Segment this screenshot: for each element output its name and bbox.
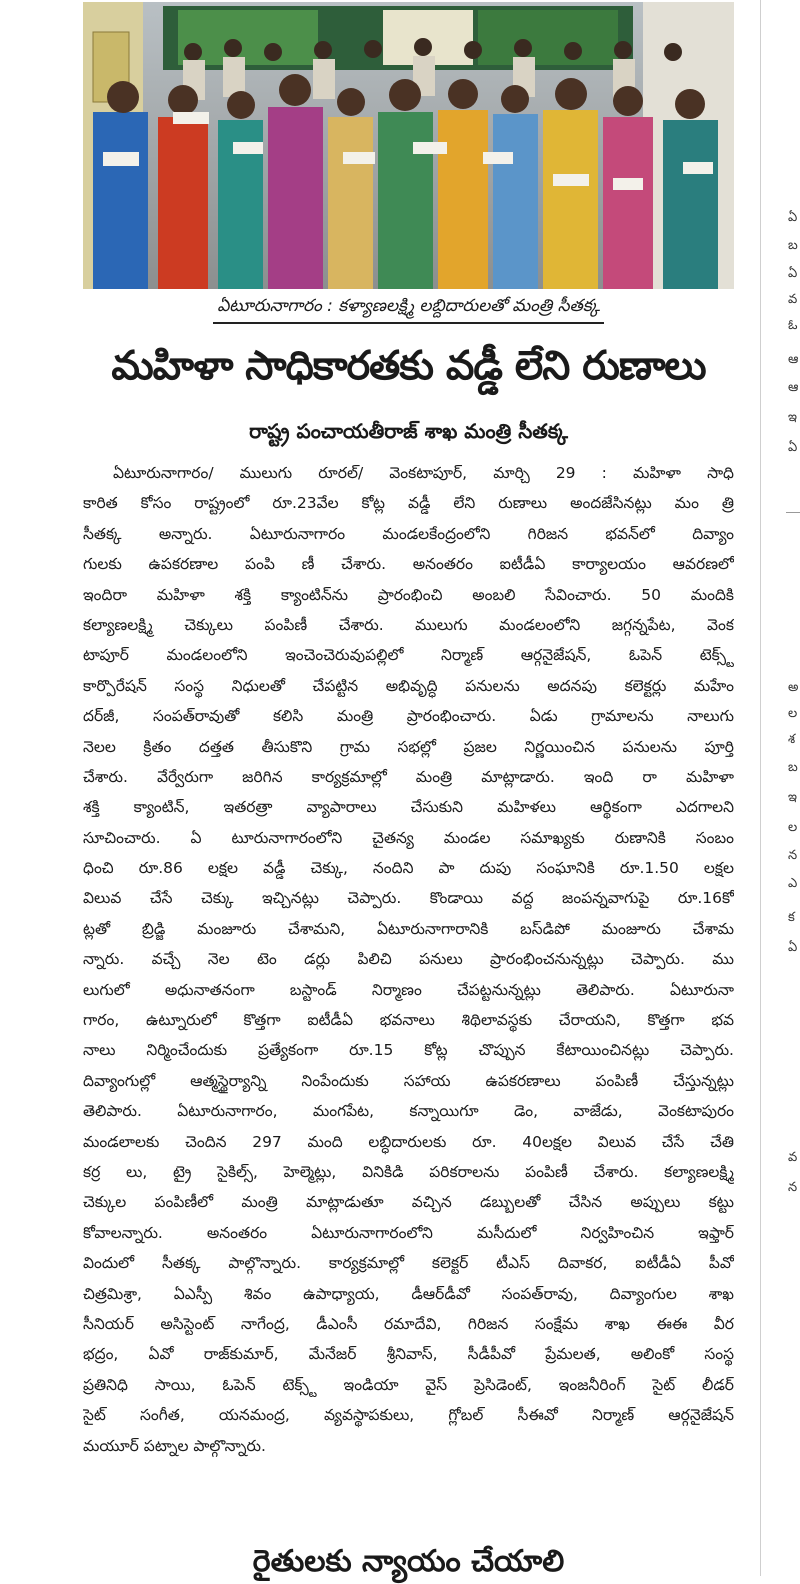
article-line: విలువ చేసే చెక్కు ఇచ్చినట్లు చెప్పారు. కొండాయి వద్ద జంపన్నవాగుపై రూ.16కో xyxy=(83,889,734,908)
article-line: కారిత కోసం రాష్ట్రంలో రూ.23వేల కోట్ల వడ్డీ లేని రుణాలు అందజేసినట్లు మం త్రి xyxy=(83,494,734,513)
article-line: సీనియర్ అసిస్టెంట్ నాగేంద్ర, డీఎంసీ రమాదేవి, గిరిజన సంక్షేమ శాఖ ఈఈ వీర xyxy=(83,1314,734,1333)
article-line: మండలాలకు చెందిన 297 మంది లబ్ధిదారులకు రూ. 40లక్షల విలువ చేసే చేతి xyxy=(83,1132,734,1151)
side-column-glyph: ఓ xyxy=(788,318,798,333)
side-column-glyph: ఆ xyxy=(788,380,799,395)
side-column-glyph: ఇ xyxy=(788,790,797,805)
article-line: టాపూర్ మండలంలోని ఇంచెంచెరువుపల్లిలో నిర్మాణ్ ఆర్గనైజేషన్, ఓపెన్ టెక్స్ట్ xyxy=(83,646,734,665)
article-subheadline: రాష్ట్ర పంచాయతీరాజ్ శాఖ మంత్రి సీతక్క xyxy=(249,419,568,443)
side-column-glyph: వ xyxy=(788,292,798,307)
photo-caption: ఏటూరునాగారం : కళ్యాణలక్ష్మి లబ్దిదారులతో మంత్రి సీతక్క xyxy=(213,296,604,324)
article-line: గులకు ఉపకరణాల పంపి ణీ చేశారు. అనంతరం ఐటీడీఏ కార్యాలయం ఆవరణలో xyxy=(83,555,734,574)
article-line: గారం, ఉట్నూరులో కొత్తగా ఐటీడీఏ భవనాలు శిథిలావస్థకు చేరాయని, కొత్తగా భవ xyxy=(83,1011,734,1030)
article-line: కోవాలన్నారు. అనంతరం ఏటూరునాగారంలోని మసీదులో నిర్వహించిన ఇఫ్తార్ xyxy=(83,1223,734,1242)
side-column-glyph: ఎ xyxy=(788,876,798,891)
article-line: న్నారు. వచ్చే నెల టెం డర్లు పిలిచి పనులు ప్రారంభించనున్నట్లు చెప్పారు. ము xyxy=(83,950,734,969)
side-column-glyph: వ xyxy=(788,1150,798,1165)
article-line: నాలు నిర్మించేందుకు ప్రత్యేకంగా రూ.15 కోట్ల చొప్పున కేటాయించినట్లు చెప్పారు. xyxy=(83,1041,734,1060)
side-column-glyph: అ xyxy=(788,680,799,695)
article-headline: మహిళా సాధికారతకు వడ్డీ లేని రుణాలు xyxy=(111,343,706,389)
article-line: భద్రం, ఏవో రాజ్‌కుమార్, మేనేజర్ శ్రీనివాస్, సీడీపీవో ప్రేమలత, అలింకో సంస్థ xyxy=(83,1345,734,1364)
side-column-glyph: న xyxy=(788,1180,798,1195)
side-column-glyph: ఏ xyxy=(788,940,798,955)
article-line: లుగులో అధునాతనంగా బస్టాండ్ నిర్మాణం చేపట్టనున్నట్లు తెలిపారు. ఏటూరునా xyxy=(83,980,734,999)
article-line: దివ్యాంగుల్లో ఆత్మస్థైర్యాన్ని నింపేందుకు సహాయ ఉపకరణాలు పంపిణీ చేస్తున్నట్లు xyxy=(83,1071,734,1090)
article-line: సూచించారు. ఏ టూరునాగారంలోని చైతన్య మండల సమాఖ్యకు రుణానికి సంబం xyxy=(83,828,734,847)
article-line: ధించి రూ.86 లక్షల వడ్డీ చెక్కు, నందిని పా దుపు సంఘానికి రూ.1.50 లక్షల xyxy=(83,859,734,878)
article-line: సీతక్క అన్నారు. ఏటూరునాగారం మండలకేంద్రంలోని గిరిజన భవన్‌లో దివ్యాం xyxy=(83,524,734,543)
article-line: కల్యాణలక్ష్మి చెక్కులు పంపిణీ చేశారు. ములుగు మండలంలోని జగ్గన్నపేట, వెంక xyxy=(83,615,734,634)
article-line: సైట్ సంగీత, యనమంద్ర, వ్యవస్థాపకులు, గ్లోబల్ సీఈవో నిర్మాణ్ ఆర్గనైజేషన్ xyxy=(83,1406,734,1425)
article-line: కార్పొరేషన్ సంస్థ నిధులతో చేపట్టిన అభివృద్ధి పనులను అదనపు కలెక్టర్లు మహేం xyxy=(83,676,734,695)
side-column-glyph: బ xyxy=(788,760,798,775)
photo-caption-wrapper xyxy=(83,296,734,324)
article-line: మయూర్ పట్నాల పాల్గొన్నారు. xyxy=(83,1436,266,1455)
article-line: తెలిపారు. ఏటూరునాగారం, మంగపేట, కన్నాయిగూ డెం, వాజేడు, వెంకటాపురం xyxy=(83,1102,734,1121)
side-column-glyph: ఇ xyxy=(788,410,797,425)
side-column-glyph: ల xyxy=(788,820,798,835)
news-photo xyxy=(83,2,734,289)
article-line: చెక్కుల పంపిణీలో మంత్రి మాట్లాడుతూ వచ్చిన డబ్బులతో చేసిన అప్పులు కట్టు xyxy=(83,1193,734,1212)
article-line: ప్రతినిధి సాయి, ఓపెన్ టెక్స్ట్ ఇండియా వైస్ ప్రెసిడెంట్, ఇంజనీరింగ్ సైట్ లీడర్ xyxy=(83,1375,734,1394)
article-line: విందులో సీతక్క పాల్గొన్నారు. కార్యక్రమాల్లో కలెక్టర్ టీఎస్ దివాకర, ఐటీడీఏ పీవో xyxy=(83,1254,734,1273)
side-column-glyph: శ xyxy=(788,732,796,747)
side-column-glyph: బ xyxy=(788,238,798,253)
article-line: ట్లతో బ్రిడ్జి మంజూరు చేశామని, ఏటూరునాగారానికి బస్‌డిపో మంజూరు చేశామ xyxy=(83,919,734,938)
article-line: చేశారు. వేర్వేరుగా జరిగిన కార్యక్రమాల్లో మంత్రి మాట్లాడారు. ఇంది రా మహిళా xyxy=(83,767,734,786)
column-divider xyxy=(760,0,761,1576)
side-column-glyph: క xyxy=(788,910,795,925)
article-line: నెలల క్రితం దత్తత తీసుకొని గ్రామ సభల్లో ప్రజల నిర్ణయించిన పనులను పూర్తి xyxy=(83,737,734,756)
next-article-headline: రైతులకు న్యాయం చేయాలి xyxy=(252,1544,565,1579)
side-column-glyph: ఏ xyxy=(788,210,798,225)
article-body xyxy=(83,458,734,1461)
article-line: ఏటూరునాగారం/ ములుగు రూరల్/ వెంకటాపూర్, మార్చి 29 : మహిళా సాధి xyxy=(113,464,734,482)
article-line: కర్ర లు, ట్రై సైకిల్స్, హెల్మెట్లు, వినికిడి పరికరాలను పంపిణీ చేశారు. కల్యాణలక్ష్మి xyxy=(83,1162,734,1181)
article-line: చిత్రమిశ్రా, ఏఎస్పీ శివం ఉపాధ్యాయ, డీఆర్‌డీవో సంపత్‌రావు, దివ్యాంగుల శాఖ xyxy=(83,1284,734,1303)
group-photo-image xyxy=(83,2,734,289)
side-column-rule xyxy=(786,512,800,513)
side-column-glyph: న xyxy=(788,848,798,863)
side-column-glyph: ఆ xyxy=(788,352,799,367)
side-column-glyph: ల xyxy=(788,706,798,721)
article-line: శక్తి క్యాంటిన్, ఇతరత్రా వ్యాపారాలు చేసుకుని మహిళలు ఆర్థికంగా ఎదగాలని xyxy=(83,798,734,817)
article-line: దర్‌జీ, సంపత్‌రావుతో కలిసి మంత్రి ప్రారంభించారు. ఏడు గ్రామాలను నాలుగు xyxy=(83,707,734,726)
side-column-glyph: ఏ xyxy=(788,440,798,455)
side-column-glyph: ఏ xyxy=(788,266,798,281)
article-line: ఇందిరా మహిళా శక్తి క్యాంటిన్‌ను ప్రారంభించి అంబలి సేవించారు. 50 మందికి xyxy=(83,585,734,604)
